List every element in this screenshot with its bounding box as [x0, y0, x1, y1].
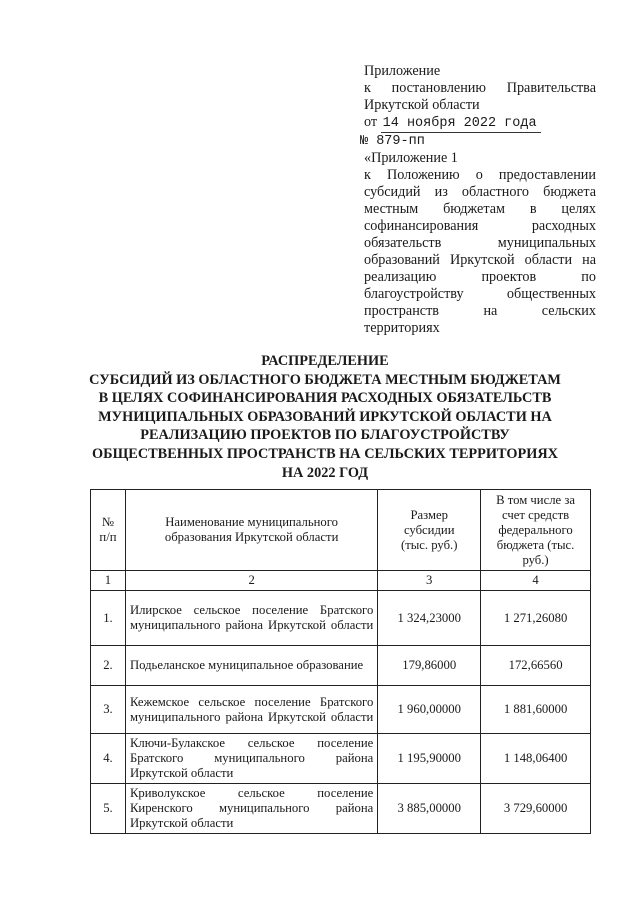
title-line: ОБЩЕСТВЕННЫХ ПРОСТРАНСТВ НА СЕЛЬСКИХ ТЕРРИТОРИЯХ: [92, 445, 558, 462]
resolution-date: 14 ноября 2022 года: [381, 115, 541, 133]
row-num: 5.: [91, 784, 126, 834]
row-num: 1.: [91, 591, 126, 646]
row-size: 1 960,00000: [378, 686, 481, 734]
column-number-row: [91, 571, 591, 591]
title-line: СУБСИДИЙ ИЗ ОБЛАСТНОГО БЮДЖЕТА МЕСТНЫМ БЮДЖЕТАМ: [89, 371, 561, 388]
table-row: [91, 591, 591, 646]
region-line: Иркутской области: [364, 97, 480, 113]
header-line: к Положению о предоставлении: [364, 167, 596, 183]
table-row: [91, 686, 591, 734]
row-federal: 3 729,60000: [481, 784, 591, 834]
row-num: 3.: [91, 686, 126, 734]
title-line: НА 2022 ГОД: [281, 464, 369, 481]
table-header-row: [91, 490, 591, 571]
row-size: 1 324,23000: [378, 591, 481, 646]
title-line: МУНИЦИПАЛЬНЫХ ОБРАЗОВАНИЙ ИРКУТСКОЙ ОБЛАСТИ НА: [98, 408, 552, 425]
row-num: 2.: [91, 646, 126, 686]
header-line: софинансирования расходных: [364, 218, 596, 234]
header-line: местным бюджетам в целях: [364, 201, 596, 217]
table-row: [91, 734, 591, 784]
table-row: [91, 784, 591, 834]
appendix-header: [360, 63, 596, 337]
row-num: 4.: [91, 734, 126, 784]
header-line: реализацию проектов по: [364, 269, 596, 285]
header-line: образований Иркутской области на: [364, 252, 596, 268]
row-name: Криволукское сельское поселение Киренского муниципального района Иркутской области: [125, 784, 377, 834]
date-line: [364, 114, 596, 133]
row-federal: 172,66560: [481, 646, 591, 686]
row-name: Илирское сельское поселение Братского муниципального района Иркутской области: [125, 591, 377, 646]
col-number: 4: [481, 571, 591, 591]
header-line: пространств на сельских: [364, 303, 596, 319]
row-size: 3 885,00000: [378, 784, 481, 834]
col-number: 1: [91, 571, 126, 591]
row-size: 179,86000: [378, 646, 481, 686]
header-federal: В том числе за счет средств федерального бюджета (тыс. руб.): [481, 490, 591, 571]
header-num: № п/п: [91, 490, 126, 571]
header-size: Размер субсидии (тыс. руб.): [378, 490, 481, 571]
row-name: Ключи-Булакское сельское поселение Братского муниципального района Иркутской области: [125, 734, 377, 784]
document-title: [60, 352, 590, 482]
row-federal: 1 148,06400: [481, 734, 591, 784]
col-number: 2: [125, 571, 377, 591]
table-row: [91, 646, 591, 686]
row-name: Подьеланское муниципальное образование: [125, 646, 377, 686]
row-federal: 1 271,26080: [481, 591, 591, 646]
row-name: Кежемское сельское поселение Братского муниципального района Иркутской области: [125, 686, 377, 734]
col-number: 3: [378, 571, 481, 591]
title-line: РЕАЛИЗАЦИЮ ПРОЕКТОВ ПО БЛАГОУСТРОЙСТВУ: [140, 427, 510, 444]
header-last-line: территориях: [364, 320, 440, 336]
title-line: В ЦЕЛЯХ СОФИНАНСИРОВАНИЯ РАСХОДНЫХ ОБЯЗАТЕЛЬСТВ: [98, 390, 552, 407]
row-federal: 1 881,60000: [481, 686, 591, 734]
header-line: благоустройству общественных: [364, 286, 596, 302]
row-size: 1 195,90000: [378, 734, 481, 784]
appendix-label: Приложение: [364, 63, 441, 79]
date-prefix: от: [364, 114, 378, 130]
resolution-number: № 879-пп: [360, 134, 425, 149]
header-name: Наименование муниципального образования Иркутской области: [125, 490, 377, 571]
title-line: РАСПРЕДЕЛЕНИЕ: [261, 353, 389, 369]
appendix1-label: «Приложение 1: [364, 150, 458, 166]
subsidy-table: [90, 489, 591, 834]
header-line: субсидий из областного бюджета: [364, 184, 596, 200]
header-line: обязательств муниципальных: [364, 235, 596, 251]
resolution-line: к постановлению Правительства: [364, 80, 596, 96]
